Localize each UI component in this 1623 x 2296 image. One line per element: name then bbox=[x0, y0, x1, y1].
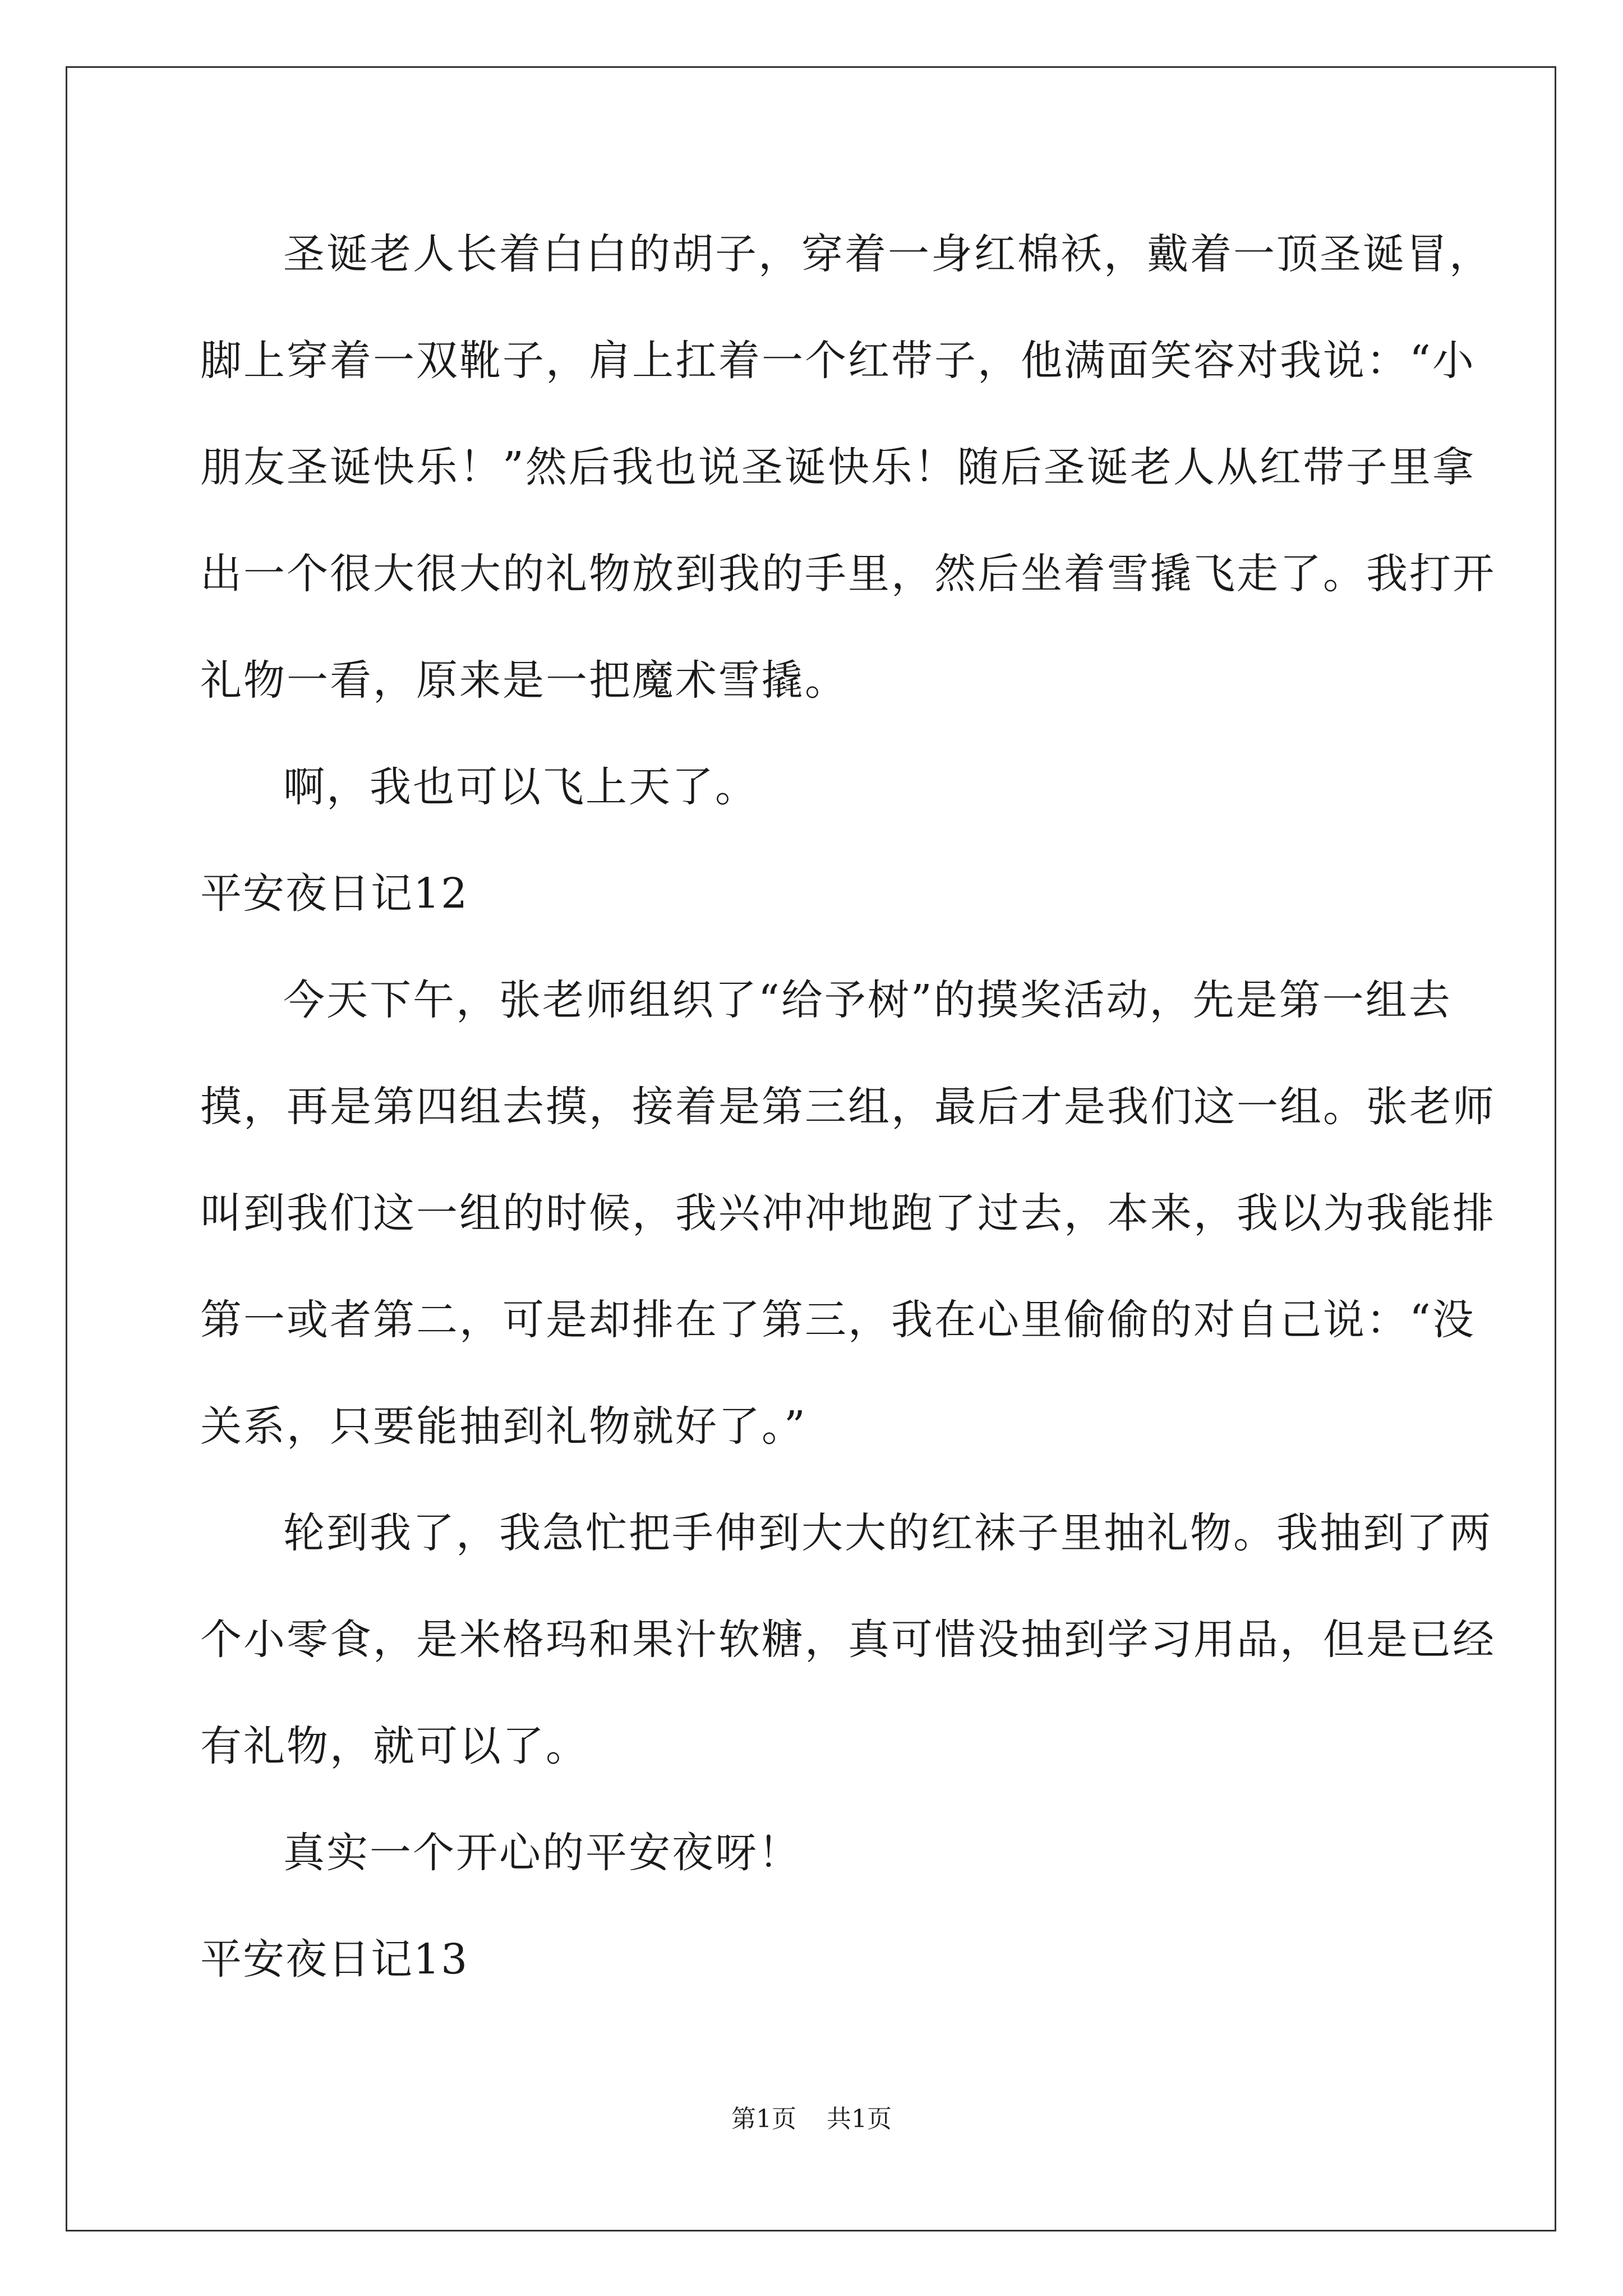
text-line: 第一或者第二，可是却排在了第三，我在心里偷偷的对自己说：“没 bbox=[200, 1296, 1476, 1344]
page-total: 共1页 bbox=[827, 2105, 892, 2133]
text-line: 礼物一看，原来是一把魔术雪撬。 bbox=[200, 656, 848, 705]
text-line: 朋友圣诞快乐！”然后我也说圣诞快乐！随后圣诞老人从红带子里拿 bbox=[200, 443, 1476, 491]
text-line: 摸，再是第四组去摸，接着是第三组，最后才是我们这一组。张老师 bbox=[200, 1083, 1496, 1131]
section-heading: 平安夜日记13 bbox=[200, 1935, 469, 1984]
text-line: 出一个很大很大的礼物放到我的手里，然后坐着雪撬飞走了。我打开 bbox=[200, 550, 1496, 598]
section-heading: 平安夜日记12 bbox=[200, 869, 469, 918]
text-line: 啊，我也可以飞上天了。 bbox=[283, 763, 758, 811]
page-number: 第1页 bbox=[731, 2105, 796, 2133]
page-footer bbox=[0, 2102, 1623, 2136]
text-line: 脚上穿着一双靴子，肩上扛着一个红带子，他满面笑容对我说：“小 bbox=[200, 337, 1476, 385]
text-line: 叫到我们这一组的时候，我兴冲冲地跑了过去，本来，我以为我能排 bbox=[200, 1189, 1496, 1237]
text-line: 轮到我了，我急忙把手伸到大大的红袜子里抽礼物。我抽到了两 bbox=[283, 1509, 1492, 1557]
text-line: 关系，只要能抽到礼物就好了。” bbox=[200, 1402, 807, 1451]
text-line: 真实一个开心的平安夜呀！ bbox=[283, 1829, 801, 1877]
text-line: 圣诞老人长着白白的胡子，穿着一身红棉袄，戴着一顶圣诞冒， bbox=[283, 230, 1492, 278]
text-line: 有礼物，就可以了。 bbox=[200, 1722, 589, 1770]
text-line: 个小零食，是米格玛和果汁软糖，真可惜没抽到学习用品，但是已经 bbox=[200, 1616, 1496, 1664]
text-line: 今天下午，张老师组织了“给予树”的摸奖活动，先是第一组去 bbox=[283, 976, 1452, 1024]
